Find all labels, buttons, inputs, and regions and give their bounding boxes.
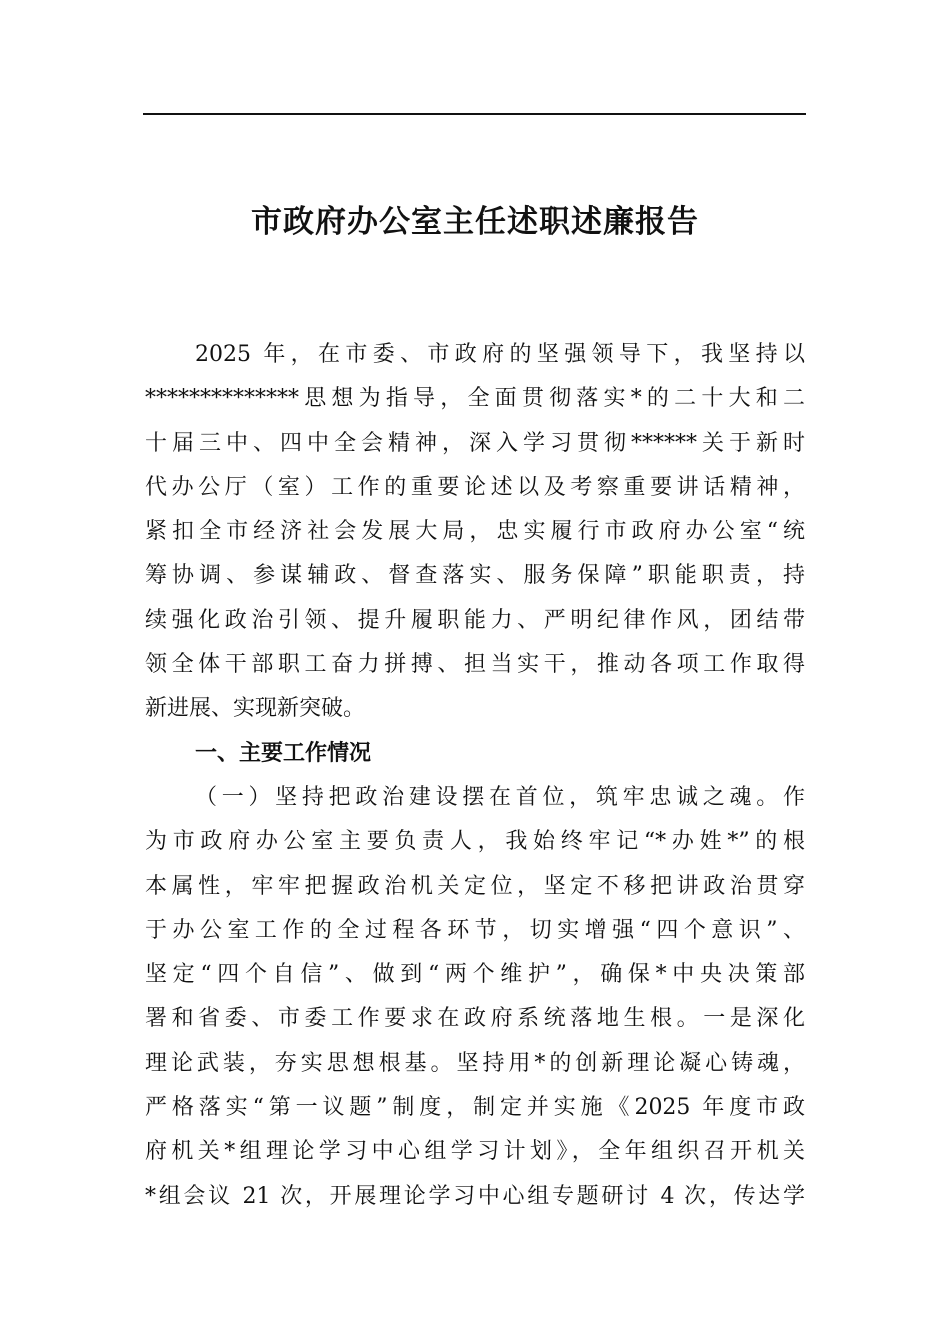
document-title: 市政府办公室主任述职述廉报告 xyxy=(251,204,699,240)
document-body xyxy=(145,333,805,1219)
text-line: 代办公厅（室）工作的重要论述以及考察重要讲话精神， xyxy=(145,474,805,500)
text-line: 府机关*组理论学习中心组学习计划》，全年组织召开机关 xyxy=(145,1139,805,1165)
text-line: 新进展、实现新突破。 xyxy=(145,696,366,722)
text-line: 紧扣全市经济社会发展大局，忠实履行市政府办公室“统 xyxy=(145,519,805,545)
text-line: 为市政府办公室主要负责人，我始终牢记“*办姓*”的根 xyxy=(145,829,805,855)
text-line: 2025 年，在市委、市政府的坚强领导下，我坚持以 xyxy=(195,342,805,367)
text-line: 续强化政治引领、提升履职能力、严明纪律作风，团结带 xyxy=(145,607,805,633)
text-line: 理论武装，夯实思想根基。坚持用*的创新理论凝心铸魂， xyxy=(145,1050,805,1076)
text-line: *组会议 21 次，开展理论学习中心组专题研讨 4 次，传达学 xyxy=(145,1183,805,1209)
text-line: 领全体干部职工奋力拼搏、担当实干，推动各项工作取得 xyxy=(145,652,805,678)
text-line: 严格落实“第一议题”制度，制定并实施《2025 年度市政 xyxy=(145,1095,805,1121)
header-rule xyxy=(143,113,806,115)
section-heading: 一、主要工作情况 xyxy=(195,740,372,766)
text-line: 于办公室工作的全过程各环节，切实增强“四个意识”、 xyxy=(145,917,805,943)
text-line: 筹协调、参谋辅政、督查落实、服务保障”职能职责，持 xyxy=(145,563,805,589)
text-line: 署和省委、市委工作要求在政府系统落地生根。一是深化 xyxy=(145,1006,805,1032)
text-line: 十届三中、四中全会精神，深入学习贯彻******关于新时 xyxy=(145,430,805,456)
text-line: **************思想为指导，全面贯彻落实*的二十大和二 xyxy=(145,386,805,412)
text-line: （一）坚持把政治建设摆在首位，筑牢忠诚之魂。作 xyxy=(195,784,805,810)
text-line: 坚定“四个自信”、做到“两个维护”，确保*中央决策部 xyxy=(145,962,805,988)
text-line: 本属性，牢牢把握政治机关定位，坚定不移把讲政治贯穿 xyxy=(145,873,805,899)
